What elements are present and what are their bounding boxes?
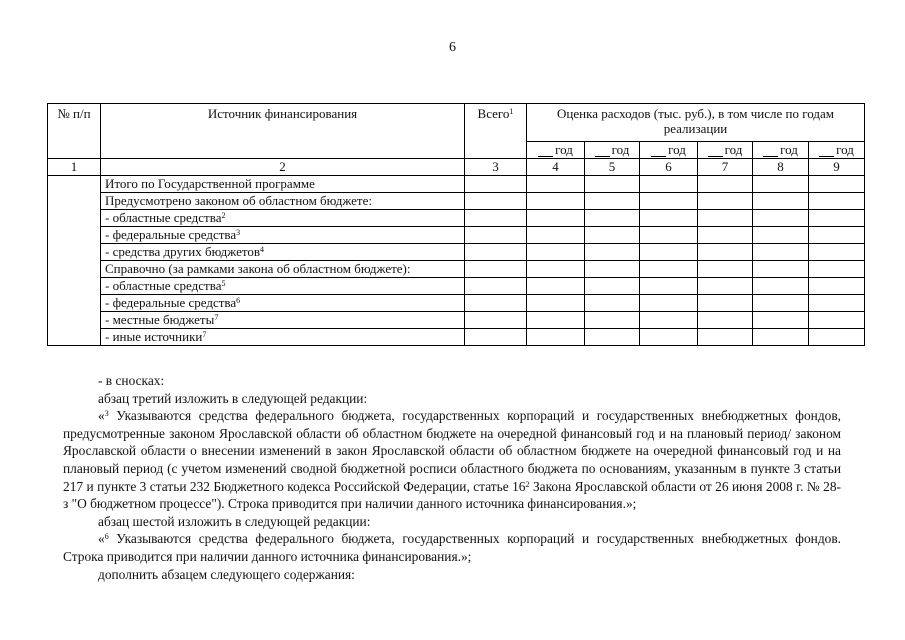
value-cell: [698, 244, 753, 261]
value-cell: [465, 295, 527, 312]
col-number: 6: [640, 159, 698, 176]
value-cell: [527, 261, 585, 278]
value-cell: [465, 261, 527, 278]
para3-intro: абзац третий изложить в следующей редакции:: [98, 390, 368, 406]
col-number: 8: [753, 159, 809, 176]
value-cell: [640, 261, 698, 278]
value-cell: [527, 329, 585, 346]
year-cell: год: [585, 141, 640, 158]
table-row: [48, 210, 865, 227]
value-cell: [753, 278, 809, 295]
value-cell: [585, 278, 640, 295]
year-cell: год: [527, 141, 585, 158]
value-cell: [698, 278, 753, 295]
year-cell: год: [809, 141, 865, 158]
value-cell: [753, 295, 809, 312]
amendment-text: [63, 372, 841, 583]
col-number: 7: [698, 159, 753, 176]
value-cell: [698, 227, 753, 244]
row-label: - местные бюджеты$^7$: [101, 312, 465, 329]
row-label: Предусмотрено законом об областном бюджете:: [101, 193, 465, 210]
header-total: Всего$^1$: [465, 104, 527, 159]
value-cell: [809, 227, 865, 244]
value-cell: [640, 176, 698, 193]
table-row: [48, 312, 865, 329]
row-label: - федеральные средства$^6$: [101, 295, 465, 312]
value-cell: [753, 227, 809, 244]
col-number: 5: [585, 159, 640, 176]
table-row: [48, 278, 865, 295]
value-cell: [753, 210, 809, 227]
col-number: 1: [48, 159, 101, 176]
in-footnotes-line: - в сносках:: [98, 373, 165, 388]
value-cell: [465, 210, 527, 227]
value-cell: [527, 244, 585, 261]
value-cell: [465, 244, 527, 261]
value-cell: [640, 227, 698, 244]
col-number: 9: [809, 159, 865, 176]
value-cell: [753, 193, 809, 210]
value-cell: [465, 329, 527, 346]
value-cell: [753, 312, 809, 329]
value-cell: [465, 176, 527, 193]
value-cell: [465, 278, 527, 295]
row-label: - иные источники$^7$: [101, 329, 465, 346]
value-cell: [753, 244, 809, 261]
value-cell: [527, 210, 585, 227]
value-cell: [698, 329, 753, 346]
year-cell: год: [640, 141, 698, 158]
value-cell: [809, 261, 865, 278]
col-number: 4: [527, 159, 585, 176]
value-cell: [809, 176, 865, 193]
header-num: № п/п: [48, 104, 101, 159]
value-cell: [809, 210, 865, 227]
table-row: [48, 176, 865, 193]
supplement-line: дополнить абзацем следующего содержания:: [98, 566, 355, 582]
value-cell: [640, 295, 698, 312]
column-numbers-row: [48, 159, 865, 176]
table-row: [48, 295, 865, 312]
value-cell: [698, 312, 753, 329]
value-cell: [640, 244, 698, 261]
value-cell: [698, 193, 753, 210]
value-cell: [585, 312, 640, 329]
value-cell: [527, 295, 585, 312]
value-cell: [527, 278, 585, 295]
value-cell: [698, 176, 753, 193]
value-cell: [753, 261, 809, 278]
value-cell: [585, 210, 640, 227]
value-cell: [809, 244, 865, 261]
value-cell: [585, 176, 640, 193]
table-row: [48, 227, 865, 244]
value-cell: [465, 193, 527, 210]
value-cell: [527, 193, 585, 210]
value-cell: [753, 329, 809, 346]
year-cell: год: [698, 141, 753, 158]
value-cell: [640, 193, 698, 210]
footnote6-paragraph: «$^6$ Указываются средства федерального бюджета, государственных корпораций и государственных внебюджетных фондов. Строка приводится при наличии данного источника финансирования.»;: [63, 531, 841, 564]
col-number: 2: [101, 159, 465, 176]
value-cell: [465, 227, 527, 244]
row-label: Справочно (за рамками закона об областном бюджете):: [101, 261, 465, 278]
row-label: - средства других бюджетов$^4$: [101, 244, 465, 261]
value-cell: [809, 312, 865, 329]
value-cell: [585, 244, 640, 261]
header-estimate: Оценка расходов (тыс. руб.), в том числе по годам реализации: [527, 104, 865, 142]
table-row: [48, 244, 865, 261]
header-source: Источник финансирования: [101, 104, 465, 159]
value-cell: [585, 227, 640, 244]
row-label: - областные средства$^5$: [101, 278, 465, 295]
value-cell: [640, 312, 698, 329]
financing-table: [47, 103, 865, 346]
row-label: Итого по Государственной программе: [101, 176, 465, 193]
value-cell: [809, 295, 865, 312]
value-cell: [698, 210, 753, 227]
year-cell: год: [753, 141, 809, 158]
value-cell: [585, 193, 640, 210]
value-cell: [753, 176, 809, 193]
value-cell: [809, 329, 865, 346]
value-cell: [527, 227, 585, 244]
row-label: - федеральные средства$^3$: [101, 227, 465, 244]
value-cell: [465, 312, 527, 329]
value-cell: [698, 261, 753, 278]
value-cell: [585, 261, 640, 278]
value-cell: [698, 295, 753, 312]
table-row: [48, 193, 865, 210]
value-cell: [809, 193, 865, 210]
value-cell: [640, 329, 698, 346]
value-cell: [640, 278, 698, 295]
footnote3-paragraph: «$^3$ Указываются средства федерального бюджета, государственных корпораций и государственных внебюджетных фондов, предусмотренные законом Ярославской области об областном бюджете на очередной финансовый год и на плановый период/ законом Ярославской области о внесении изменений в закон Ярославской области об областном бюджете на очередной финансовый год и на плановый период (с учетом изменений сводной бюджетной росписи областного бюджета по основаниям, указанным в пункте 3 статьи 217 и пункте 3 статьи 232 Бюджетного кодекса Российской Федерации, статье $16^2$ Закона Ярославской области от 26 июня 2008 г. № 28-з "О бюджетном процессе"). Строка приводится при наличии данного источника финансирования.»;: [63, 408, 841, 512]
value-cell: [640, 210, 698, 227]
value-cell: [527, 312, 585, 329]
value-cell: [527, 176, 585, 193]
col-number: 3: [465, 159, 527, 176]
row-label: - областные средства$^2$: [101, 210, 465, 227]
para6-intro: абзац шестой изложить в следующей редакции:: [98, 513, 371, 529]
value-cell: [585, 329, 640, 346]
row-num-cell: [48, 176, 101, 346]
value-cell: [809, 278, 865, 295]
value-cell: [585, 295, 640, 312]
table-row: [48, 329, 865, 346]
page-number: 6: [449, 40, 456, 55]
table-row: [48, 261, 865, 278]
